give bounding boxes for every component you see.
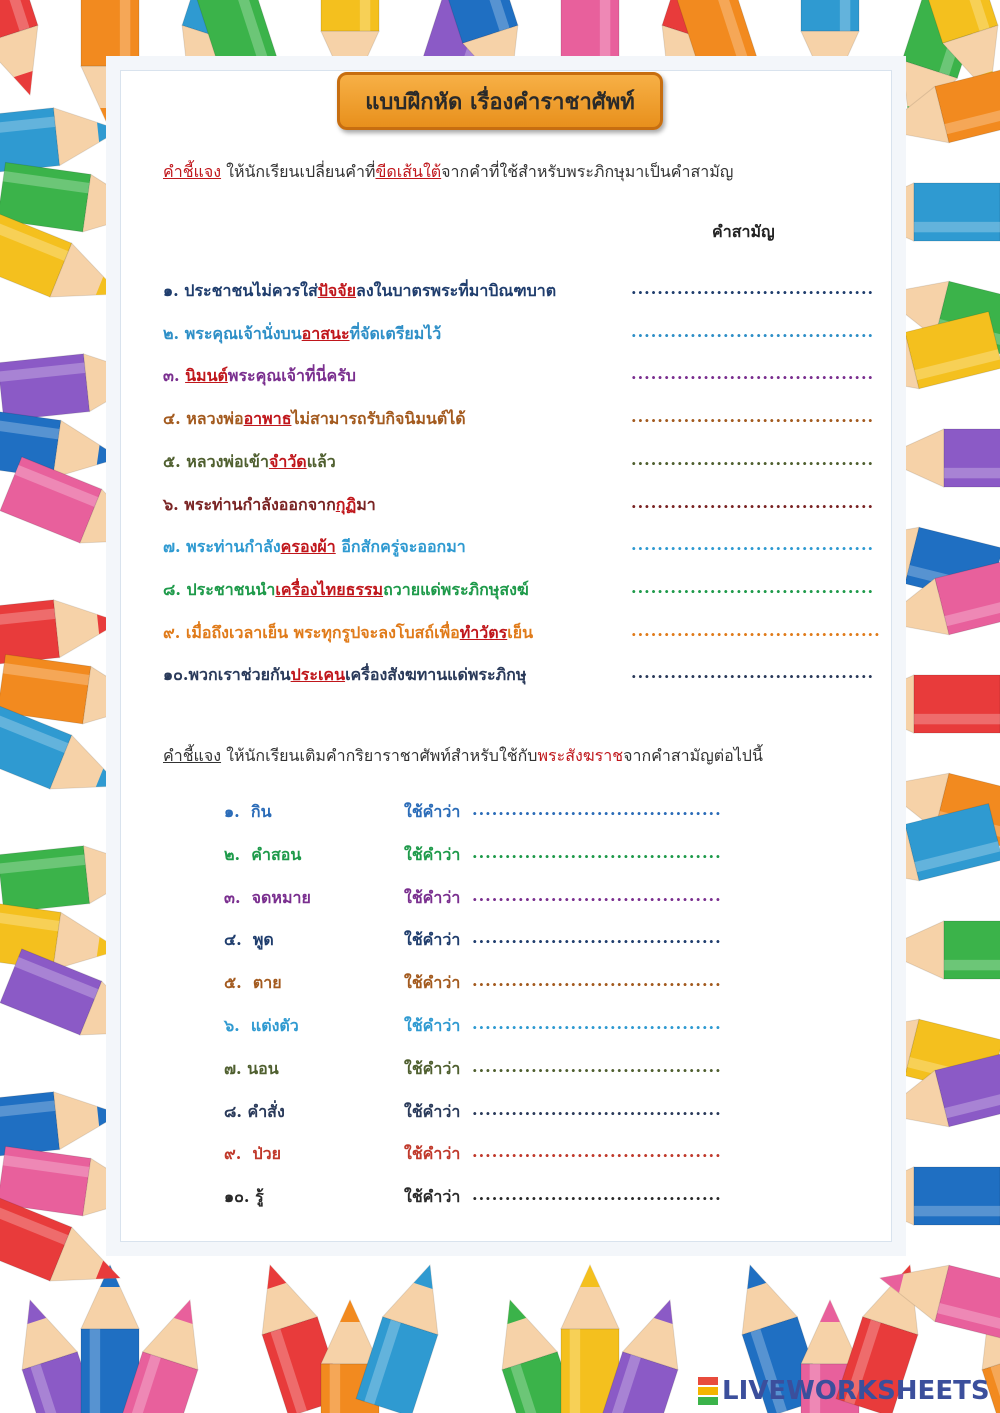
underlined-royal-word: อาสนะ bbox=[301, 323, 350, 343]
exercise1-item bbox=[163, 578, 883, 606]
item-number: ๖. bbox=[224, 1016, 240, 1035]
section2-instruction-text: จากคำสามัญต่อไปนี้ bbox=[623, 746, 763, 765]
use-word-label: ใช้คำว่า bbox=[404, 844, 461, 864]
item-number: ๒. bbox=[163, 323, 180, 343]
answer-blank[interactable]: ..................................... bbox=[631, 407, 875, 427]
answer-blank[interactable]: ..................................... bbox=[631, 321, 875, 341]
answer-blank[interactable]: ...................................... bbox=[472, 1099, 722, 1119]
item-number: ๔. bbox=[224, 930, 242, 950]
underlined-royal-word: ครองผ้า bbox=[280, 537, 336, 557]
exercise2-item bbox=[224, 842, 722, 871]
common-word: ป่วย bbox=[241, 1144, 281, 1164]
underlined-royal-word: เครื่องไทยธรรม bbox=[275, 579, 384, 599]
exercise2-item bbox=[224, 1099, 722, 1128]
section1-instruction-label: คำชี้แจง bbox=[163, 162, 222, 181]
item-number: ๑. bbox=[163, 281, 179, 300]
exercise1-item bbox=[163, 279, 883, 307]
common-word: คำสั่ง bbox=[241, 1101, 285, 1121]
section2-instruction-text: ให้นักเรียนเติมคำกริยาราชาศัพท์สำหรับใช้กับ bbox=[221, 746, 538, 765]
item-number: ๗. bbox=[163, 537, 181, 557]
section1-instruction-text: ขีดเส้นใต้ bbox=[375, 162, 442, 181]
answer-blank[interactable]: ...................................... bbox=[472, 1056, 722, 1076]
answer-blank[interactable]: ...................................... bbox=[472, 1014, 722, 1033]
worksheet-title: แบบฝึกหัด เรื่องคำราชาศัพท์ bbox=[337, 72, 663, 130]
sentence-text: ประชาชนไม่ควรใส่ bbox=[178, 281, 318, 300]
common-word: ตาย bbox=[241, 973, 282, 993]
answer-blank[interactable]: ...................................... bbox=[472, 971, 722, 991]
exercise1-item bbox=[163, 663, 883, 691]
section1-instruction-text: ให้นักเรียนเปลี่ยนคำที่ bbox=[221, 162, 376, 181]
item-number: ๘. bbox=[224, 1101, 242, 1121]
exercise2-item bbox=[224, 1014, 722, 1042]
answer-blank[interactable]: ..................................... bbox=[631, 492, 875, 512]
sentence-text: ที่จัดเตรียมไว้ bbox=[349, 323, 442, 343]
sentence-text: พระคุณเจ้าที่นี่ครับ bbox=[227, 366, 356, 386]
use-word-label: ใช้คำว่า bbox=[404, 802, 461, 821]
section2-instruction-text: พระสังฆราช bbox=[537, 746, 624, 765]
item-number: ๕. bbox=[224, 973, 242, 993]
answer-blank[interactable]: ...................................... bbox=[472, 842, 722, 862]
use-word-label: ใช้คำว่า bbox=[404, 973, 461, 993]
exercise1-item bbox=[163, 621, 883, 649]
underlined-royal-word: กุฏิ bbox=[335, 494, 357, 514]
use-word-label: ใช้คำว่า bbox=[404, 930, 461, 950]
answer-blank[interactable]: ...................................... bbox=[472, 885, 722, 905]
sentence-text: เครื่องสังฆทานแด่พระภิกษุ bbox=[345, 665, 527, 685]
exercise2-item bbox=[224, 800, 722, 828]
item-number: ๗. bbox=[224, 1058, 242, 1078]
sentence-text: พวกเราช่วยกัน bbox=[188, 665, 291, 685]
answer-blank[interactable]: ..................................... bbox=[631, 449, 875, 469]
exercise1-item bbox=[163, 407, 883, 435]
exercise1-item bbox=[163, 450, 883, 478]
answer-blank[interactable]: ..................................... bbox=[631, 279, 875, 298]
section1-instruction bbox=[163, 160, 733, 185]
item-number: ๑๐. bbox=[224, 1187, 250, 1207]
sentence-text: มา bbox=[356, 494, 376, 514]
underlined-royal-word: จำวัด bbox=[268, 451, 307, 471]
answer-blank[interactable]: ..................................... bbox=[631, 663, 875, 683]
item-number: ๑. bbox=[224, 802, 240, 821]
use-word-label: ใช้คำว่า bbox=[404, 1016, 461, 1035]
underlined-royal-word: อาพาธ bbox=[243, 409, 292, 429]
use-word-label: ใช้คำว่า bbox=[404, 1101, 461, 1121]
sentence-text: ประชาชนนำ bbox=[180, 579, 276, 599]
answer-blank[interactable]: ..................................... bbox=[631, 535, 875, 555]
common-word: คำสอน bbox=[240, 844, 302, 864]
answer-blank[interactable]: ...................................... bbox=[472, 1185, 722, 1205]
answer-blank[interactable]: ...................................... bbox=[472, 1142, 722, 1162]
exercise2-item bbox=[224, 1142, 722, 1170]
common-word-column-header: คำสามัญ bbox=[712, 222, 775, 241]
underlined-royal-word: ทำวัตร bbox=[459, 622, 508, 642]
underlined-royal-word: นิมนต์ bbox=[185, 366, 228, 386]
liveworksheets-logo-icon bbox=[698, 1376, 718, 1406]
answer-blank[interactable]: ...................................... bbox=[631, 620, 881, 640]
underlined-royal-word: ปัจจัย bbox=[317, 281, 357, 300]
section2-instruction-label: คำชี้แจง bbox=[163, 746, 222, 765]
answer-blank[interactable]: ..................................... bbox=[631, 364, 875, 384]
section2-instruction bbox=[163, 744, 763, 769]
liveworksheets-brand[interactable] bbox=[698, 1376, 990, 1406]
item-number: ๕. bbox=[163, 451, 181, 471]
sentence-text: แล้ว bbox=[306, 451, 336, 471]
use-word-label: ใช้คำว่า bbox=[404, 887, 461, 907]
exercise2-item bbox=[224, 928, 722, 956]
item-number: ๓. bbox=[224, 887, 241, 907]
use-word-label: ใช้คำว่า bbox=[404, 1187, 461, 1207]
common-word: จดหมาย bbox=[240, 887, 311, 907]
item-number: ๘. bbox=[163, 579, 181, 599]
exercise1-item bbox=[163, 322, 883, 350]
sentence-text: เมื่อถึงเวลาเย็น พระทุกรูปจะลงโบสถ์เพื่อ bbox=[180, 622, 460, 642]
sentence-text: ไม่สามารถรับกิจนิมนต์ได้ bbox=[291, 409, 466, 429]
sentence-text: พระท่านกำลัง bbox=[180, 537, 281, 557]
common-word: กิน bbox=[239, 802, 272, 821]
sentence-text: ถวายแด่พระภิกษุสงฆ์ bbox=[383, 579, 529, 599]
item-number: ๒. bbox=[224, 844, 241, 864]
exercise2-item bbox=[224, 1185, 722, 1213]
brand-text: LIVEWORKSHEETS bbox=[722, 1376, 990, 1406]
sentence-text: หลวงพ่อ bbox=[180, 409, 244, 429]
common-word: นอน bbox=[241, 1058, 279, 1078]
answer-blank[interactable]: ..................................... bbox=[631, 577, 875, 597]
item-number: ๑๐. bbox=[163, 665, 189, 685]
exercise1-item bbox=[163, 364, 883, 392]
common-word: พูด bbox=[241, 930, 274, 950]
exercise2-item bbox=[224, 971, 722, 999]
exercise2-item bbox=[224, 885, 722, 914]
item-number: ๖. bbox=[163, 494, 179, 514]
exercise1-item bbox=[163, 535, 883, 563]
answer-blank[interactable]: ...................................... bbox=[472, 928, 722, 948]
sentence-text: พระคุณเจ้านั่งบน bbox=[179, 323, 302, 343]
underlined-royal-word: ประเคน bbox=[290, 665, 346, 685]
use-word-label: ใช้คำว่า bbox=[404, 1144, 461, 1164]
sentence-text: หลวงพ่อเข้า bbox=[180, 451, 269, 471]
item-number: ๙. bbox=[163, 622, 181, 642]
item-number: ๓. bbox=[163, 366, 180, 386]
section1-instruction-text: จากคำที่ใช้สำหรับพระภิกษุมาเป็นคำสามัญ bbox=[441, 162, 734, 181]
sentence-text: ลงในบาตรพระที่มาบิณฑบาต bbox=[356, 281, 557, 300]
sentence-text: อีกสักครู่จะออกมา bbox=[335, 537, 466, 557]
item-number: ๙. bbox=[224, 1144, 242, 1164]
sentence-text: เย็น bbox=[507, 622, 533, 642]
answer-blank[interactable]: ...................................... bbox=[472, 800, 722, 819]
exercise1-item bbox=[163, 493, 883, 521]
use-word-label: ใช้คำว่า bbox=[404, 1058, 461, 1078]
common-word: แต่งตัว bbox=[239, 1016, 299, 1035]
sentence-text: พระท่านกำลังออกจาก bbox=[178, 494, 336, 514]
exercise2-item bbox=[224, 1056, 722, 1085]
common-word: รู้ bbox=[249, 1187, 264, 1207]
item-number: ๔. bbox=[163, 409, 181, 429]
